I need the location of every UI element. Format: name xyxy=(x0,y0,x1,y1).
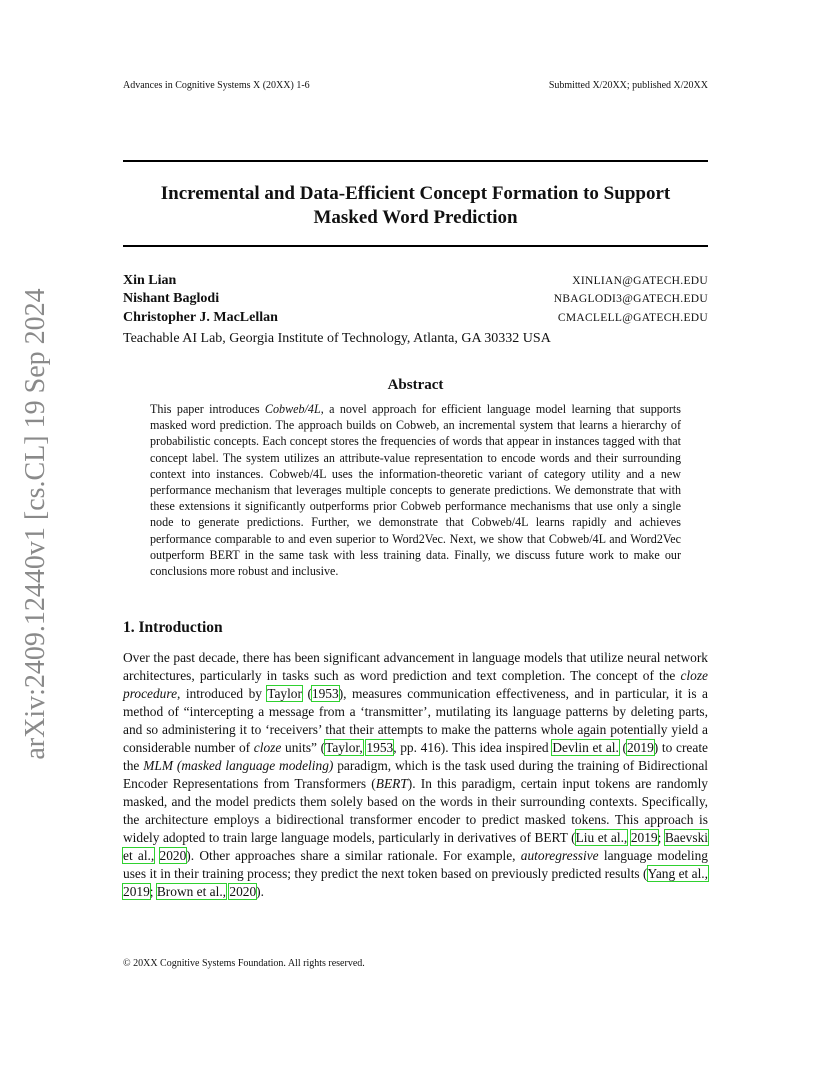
citation-link[interactable]: Devlin et al. xyxy=(552,740,619,755)
abstract-heading: Abstract xyxy=(387,377,444,393)
title-top-rule xyxy=(123,160,708,162)
paper-title xyxy=(123,182,708,230)
author-name: Christopher J. MacLellan xyxy=(123,310,278,325)
abstract-body: This paper introduces Cobweb/4L, a novel approach for efficient language model learning that supports masked word prediction. The approach builds on Cobweb, an incremental system that learns a hierarchy of probabilistic concepts. Each concept stores the frequencies of words that appear in instances tagged with that concept label. The system utilizes an attribute-value representation to encode words and their surrounding context into instances. Cobweb/4L uses the information-theoretic variant of category utility and a new performance mechanism that leverages multiple concepts to generate predictions. We demonstrate that with these extensions it significantly outperforms prior Cobweb performance mechanisms that use only a single node to generate predictions. Further, we demonstrate that Cobweb/4L learns rapidly and achieves performance comparable to and even superior to Word2Vec. Next, we show that Cobweb/4L and Word2Vec outperform BERT in the same task with less training data. Finally, we discuss future work to make our conclusions more robust and inclusive. xyxy=(150,402,681,579)
author-name: Nishant Baglodi xyxy=(123,291,220,306)
citation-year-link[interactable]: 2019 xyxy=(630,830,658,845)
copyright-footer: © 20XX Cognitive Systems Foundation. All rights reserved. xyxy=(123,958,365,969)
citation-year-link[interactable]: 2020 xyxy=(229,884,257,899)
citation-link[interactable]: Brown et al., xyxy=(156,884,227,899)
section-heading: 1. Introduction xyxy=(123,619,223,636)
author-email: NBAGLODI3@GATECH.EDU xyxy=(553,293,708,305)
citation-year-link[interactable]: 2020 xyxy=(159,848,187,863)
citation-link[interactable]: Taylor xyxy=(267,686,302,701)
running-header-journal: Advances in Cognitive Systems X (20XX) 1-6 xyxy=(123,80,310,91)
author-email: XINLIAN@GATECH.EDU xyxy=(572,275,708,287)
citation-year-link[interactable]: 2019 xyxy=(626,740,654,755)
affiliation: Teachable AI Lab, Georgia Institute of Technology, Atlanta, GA 30332 USA xyxy=(123,331,551,346)
citation-year-link[interactable]: 1953 xyxy=(366,740,394,755)
arxiv-stamp-text: arXiv:2409.12440v1 [cs.CL] 19 Sep 2024 xyxy=(20,288,51,760)
author-email: CMACLELL@GATECH.EDU xyxy=(557,312,708,324)
citation-link[interactable]: Yang et al., xyxy=(647,866,708,881)
citation-link[interactable]: Baevski et al., xyxy=(123,830,708,863)
citation-link[interactable]: Taylor, xyxy=(325,740,363,755)
title-line-2: Masked Word Prediction xyxy=(313,207,518,228)
title-bottom-rule xyxy=(123,245,708,247)
citation-link[interactable]: Liu et al., xyxy=(575,830,628,845)
citation-year-link[interactable]: 2019 xyxy=(123,884,150,899)
citation-year-link[interactable]: 1953 xyxy=(311,686,339,701)
running-header-dates: Submitted X/20XX; published X/20XX xyxy=(548,80,708,91)
introduction-paragraph: Over the past decade, there has been significant advancement in language models that utilize neural network architectures, particularly in tasks such as word prediction and text completion. The concept of the cloze procedure, introduced by Taylor (1953), measures communication effectiveness, and in particular, it is a method of “intercepting a message from a ‘transmitter’, mutilating its language patterns by deleting parts, and so administering it to ‘receivers’ that their attempts to make the patterns whole again potentially yield a considerable number of cloze units” (Taylor, 1953, pp. 416). This idea inspired Devlin et al. (2019) to create the MLM (masked language modeling) paradigm, which is the task used during the training of Bidirectional Encoder Representations from Transformers (BERT). In this paradigm, certain input tokens are randomly masked, and the model predicts them solely based on the words in their surrounding contexts. Specifically, the architecture employs a bidirectional transformer encoder to predict masked tokens. This approach is widely adopted to train large language models, particularly in derivatives of BERT (Liu et al., 2019; Baevski et al., 2020). Other approaches share a similar rationale. For example, autoregressive language modeling uses it in their training process; they predict the next token based on previously predicted results (Yang et al., 2019; Brown et al., 2020). xyxy=(123,650,709,899)
cobweb-term: Cobweb/4L xyxy=(264,402,321,416)
author-name: Xin Lian xyxy=(123,273,177,288)
title-line-1: Incremental and Data-Efficient Concept Formation to Support xyxy=(160,183,671,204)
